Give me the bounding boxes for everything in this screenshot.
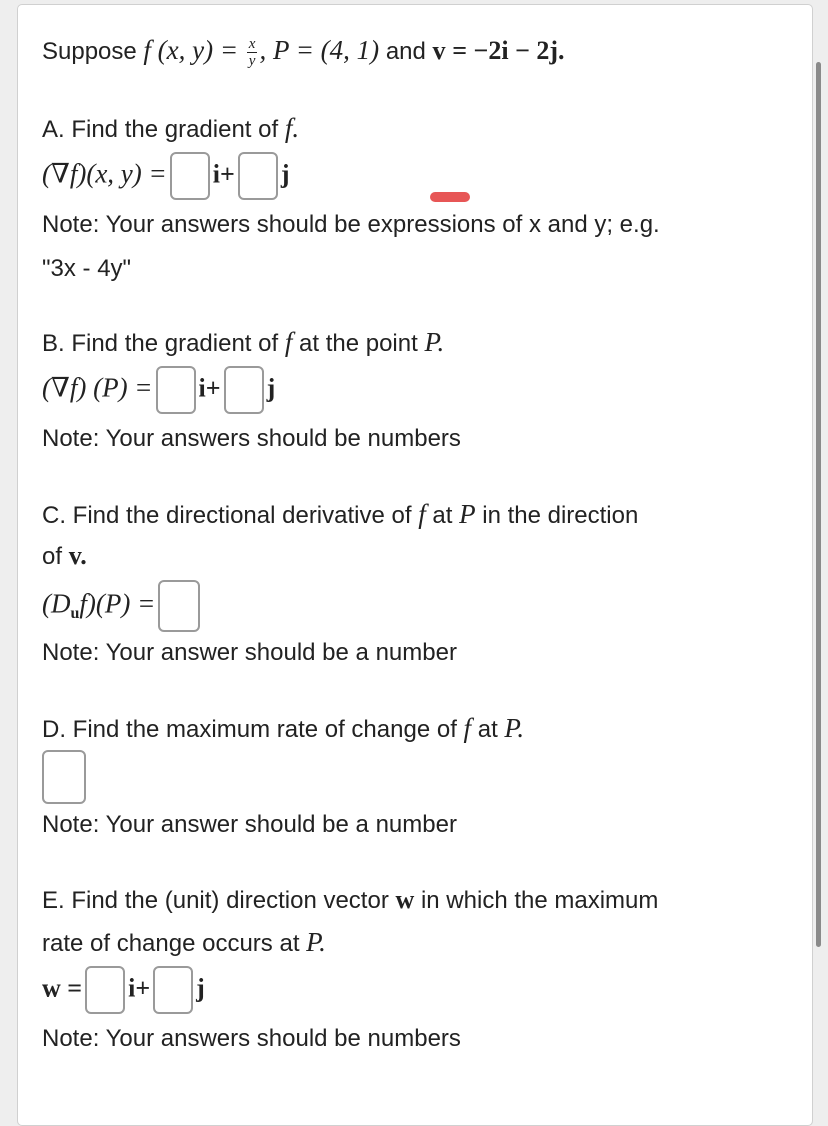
part-a-j-input[interactable]: [238, 152, 278, 200]
problem-and: and: [385, 37, 426, 65]
part-a-prompt: [42, 115, 299, 142]
part-e-w: w: [395, 885, 415, 914]
part-d-note: Note: Your answer should be a number: [42, 811, 457, 838]
part-c-sub-u: u: [70, 605, 80, 623]
part-e-text: E. Find the (unit) direction vector: [42, 887, 389, 914]
part-e-prompt: [42, 887, 658, 913]
point-definition: , P = (4, 1): [259, 34, 380, 65]
part-b-note: Note: Your answers should be numbers: [42, 425, 461, 452]
part-b-j-input[interactable]: [224, 366, 264, 414]
part-a-answer-row: [42, 152, 289, 200]
part-a-j-label: j: [280, 159, 290, 189]
fraction-numerator: x: [248, 36, 256, 52]
part-c-prompt-line2: [42, 543, 87, 569]
part-c-p: P: [459, 499, 476, 529]
part-e-prompt-line2: [42, 929, 326, 956]
part-b-f: f: [284, 327, 293, 357]
part-e-i-input[interactable]: [85, 966, 125, 1014]
part-b-i-input[interactable]: [156, 366, 196, 414]
part-c-lhs2: f)(P) =: [79, 588, 156, 619]
part-b-answer-row: [42, 366, 275, 414]
part-a-text: A. Find the gradient of: [42, 116, 279, 143]
part-c-rest: in the direction: [482, 502, 639, 529]
part-d-text: D. Find the maximum rate of change of: [42, 716, 457, 743]
vector-v: v: [432, 35, 446, 65]
fraction: [247, 36, 258, 69]
part-b-lhs: (∇f) (P) =: [42, 372, 153, 403]
part-d-f: f: [463, 713, 472, 743]
part-c-lhs: (D: [42, 588, 71, 619]
part-c-note: Note: Your answer should be a number: [42, 639, 457, 666]
problem-function: f (x, y) =: [143, 34, 239, 65]
part-b-mid: at the point: [299, 330, 418, 357]
part-e-j-label: j: [196, 973, 205, 1003]
part-e-note: Note: Your answers should be numbers: [42, 1025, 461, 1052]
part-c-text: C. Find the directional derivative of: [42, 502, 412, 529]
vector-definition: = −2i − 2j.: [452, 35, 565, 65]
part-d-at: at: [477, 716, 498, 743]
part-e-i-label: i+: [128, 973, 151, 1003]
part-b-i-label: i+: [198, 373, 221, 403]
part-c-v: v.: [68, 541, 87, 570]
part-e-lhs: w =: [42, 973, 83, 1003]
part-e-rest: in which the maximum: [420, 887, 659, 914]
scrollbar[interactable]: [816, 62, 821, 947]
part-c-answer-row: [42, 580, 203, 632]
part-e-line2: rate of change occurs at: [42, 930, 300, 957]
part-c-at: at: [432, 502, 453, 529]
problem-prefix: Suppose: [42, 37, 137, 65]
part-c-line2: of: [42, 543, 63, 570]
part-a-note: Note: Your answers should be expressions of x and y; e.g.: [42, 211, 660, 238]
part-b-prompt: [42, 329, 444, 356]
part-d-prompt: [42, 715, 524, 742]
part-c-input[interactable]: [158, 580, 200, 632]
part-c-f: f: [418, 499, 426, 529]
part-d-input[interactable]: [42, 750, 86, 804]
fraction-denominator: y: [248, 53, 256, 69]
part-d-answer-row: [42, 750, 86, 804]
part-e-p: P.: [306, 927, 326, 957]
part-e-j-input[interactable]: [153, 966, 193, 1014]
part-a-i-input[interactable]: [170, 152, 210, 200]
part-a-f: f.: [284, 113, 300, 143]
part-a-lhs: (∇f)(x, y) =: [42, 158, 167, 189]
problem-statement: [42, 36, 565, 69]
part-b-j-label: j: [266, 373, 276, 403]
part-b-text: B. Find the gradient of: [42, 330, 279, 357]
part-a-example: "3x - 4y": [42, 255, 132, 282]
part-e-answer-row: [42, 966, 205, 1014]
part-c-prompt: [42, 501, 638, 528]
part-b-p: P.: [424, 327, 445, 357]
part-a-i-label: i+: [212, 159, 235, 189]
red-mark: [430, 192, 470, 202]
part-d-p: P.: [504, 713, 525, 743]
